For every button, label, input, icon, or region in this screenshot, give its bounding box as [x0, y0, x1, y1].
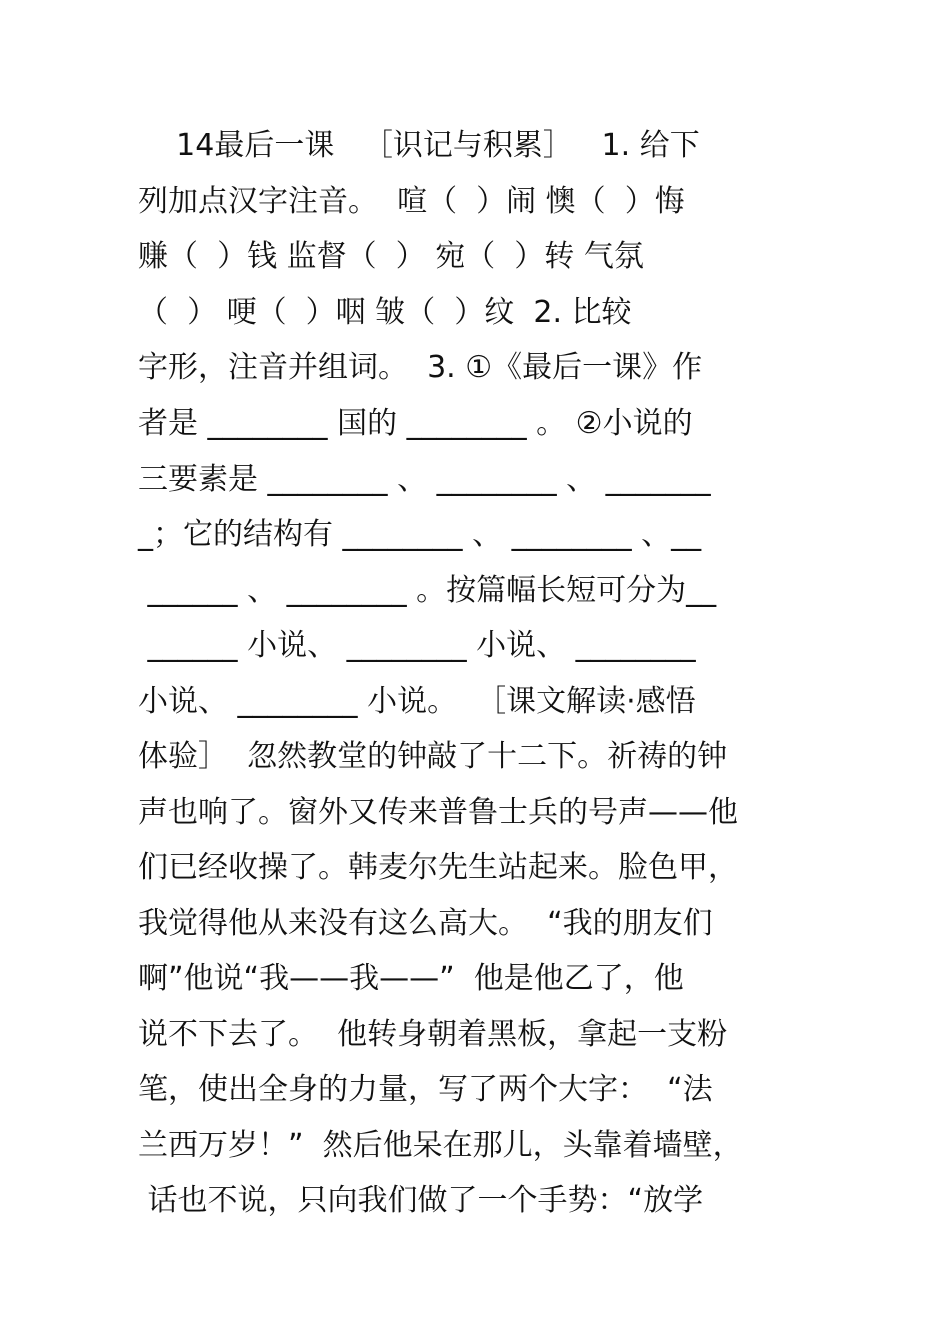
- text-line: 说不下去了。 他转身朝着黑板，拿起一支粉: [138, 1017, 728, 1052]
- text-line: ______ 、 ________ 。按篇幅长短可分为__: [138, 573, 717, 608]
- text-line: 小说、 ________ 小说。 ［课文解读·感悟: [138, 684, 696, 719]
- text-line: _；它的结构有 ________ 、 ________ 、__: [138, 517, 702, 552]
- text-line: 赚（ ）钱 监督（ ） 宛（ ）转 气氛: [138, 239, 644, 274]
- text-line: 兰西万岁！” 然后他呆在那儿，头靠着墙壁，: [138, 1128, 743, 1163]
- text-line: 14最后一课 ［识记与积累］ 1. 给下: [138, 128, 700, 163]
- text-line: 声也响了。窗外又传来普鲁士兵的号声——他: [138, 795, 738, 830]
- text-line: 话也不说，只向我们做了一个手势：“放学: [138, 1183, 704, 1218]
- text-line: 字形，注音并组词。 3. ①《最后一课》作: [138, 350, 703, 385]
- text-line: 们已经收操了。韩麦尔先生站起来。脸色甲，: [138, 850, 738, 885]
- text-line: 者是 ________ 国的 ________ 。 ②小说的: [138, 406, 693, 441]
- text-line: ______ 小说、 ________ 小说、 ________: [138, 628, 696, 663]
- text-line: （ ） 哽（ ）咽 皱（ ）纹 2. 比较: [138, 295, 632, 330]
- text-line: 啊”他说“我——我——” 他是他乙了，他: [138, 961, 684, 996]
- text-line: 我觉得他从来没有这么高大。 “我的朋友们: [138, 906, 713, 941]
- text-line: 体验］ 忽然教堂的钟敲了十二下。祈祷的钟: [138, 739, 728, 774]
- text-line: 三要素是 ________ 、 ________ 、 _______: [138, 462, 711, 497]
- text-line: 笔，使出全身的力量，写了两个大字： “法: [138, 1072, 713, 1107]
- text-line: 列加点汉字注音。 喧（ ）闹 懊（ ）悔: [138, 184, 685, 219]
